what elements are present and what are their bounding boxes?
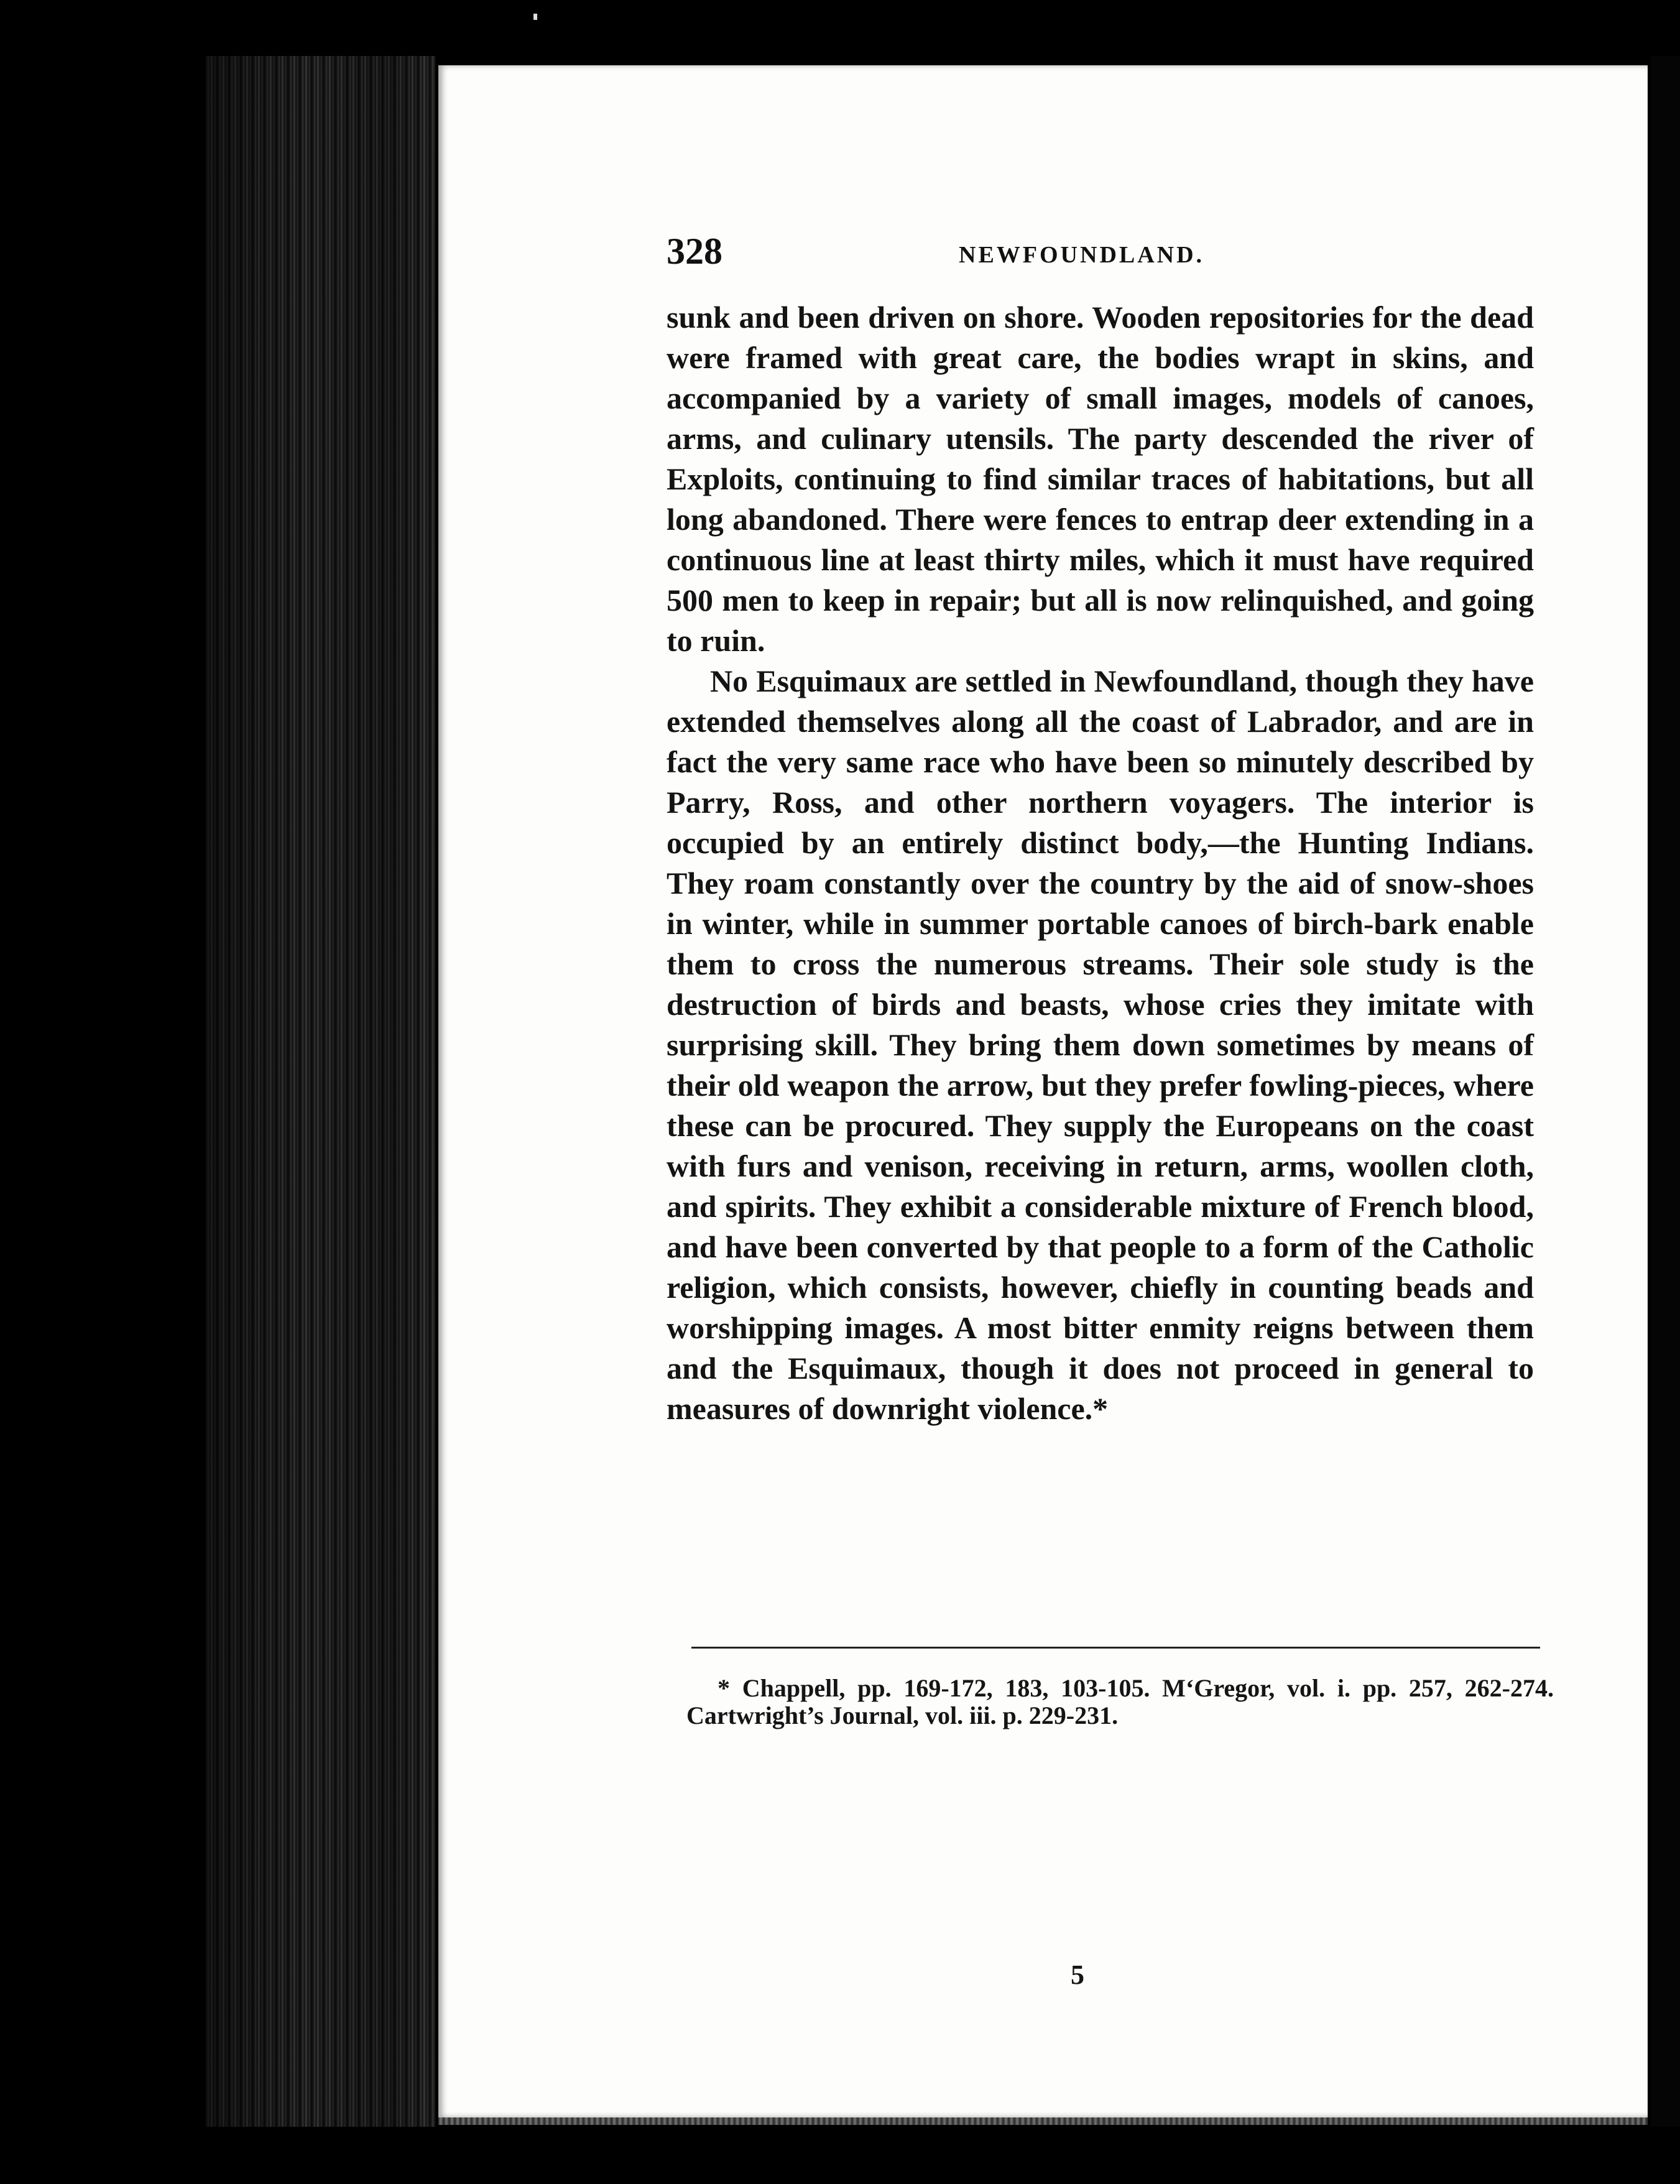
running-head [667, 230, 1556, 280]
footnote-rule [691, 1647, 1540, 1649]
page-bottom-edge [438, 2117, 1648, 2125]
scan-speck [533, 14, 537, 20]
paragraph: No Esquimaux are settled in Newfoundland, though they have extended themselves along all the coast of Labrador, and are in fact the very same race who have been so minutely described by Parry, Ross, and other northern voyagers. The interior is occupied by an entirely distinct body,—the Hunting Indians. They roam constantly over the country by the aid of snow-shoes in winter, while in summer portable canoes of birch-bark enable them to cross the numerous streams. Their sole study is the destruction of birds and beasts, whose cries they imitate with surprising skill. They bring them down sometimes by means of their old weapon the arrow, but they prefer fowling-pieces, where these can be procured. They supply the Europeans on the coast with furs and venison, receiving in return, arms, woollen cloth, and spirits. They exhibit a considerable mixture of French blood, and have been converted by that people to a form of the Catholic religion, which consists, however, chiefly in counting beads and worshipping images. A most bitter enmity reigns between them and the Esquimaux, though it does not proceed in general to measures of downright violence.* [667, 664, 1534, 1426]
page-edges-shadow [205, 56, 435, 2127]
running-title: NEWFOUNDLAND. [959, 242, 1205, 268]
signature-mark: 5 [1071, 1960, 1084, 1990]
body-text [667, 297, 1534, 1429]
paragraph-continued: sunk and been driven on shore. Wooden repositories for the dead were framed with great care, the bodies wrapt in skins, and accompanied by a variety of small images, models of canoes, arms, and culinary utensils. The party descended the river of Exploits, continuing to find similar traces of habitations, but all long abandoned. There were fences to entrap deer extending in a continuous line at least thirty miles, which it must have required 500 men to keep in repair; but all is now relinquished, and going to ruin. [667, 300, 1534, 658]
page-number: 328 [667, 231, 722, 272]
footnote: * Chappell, pp. 169-172, 183, 103-105. M‘Gregor, vol. i. pp. 257, 262-274. Cartwright’s Journal, vol. iii. p. 229-231. [686, 1674, 1554, 1729]
right-binding-edge [1651, 56, 1680, 2127]
